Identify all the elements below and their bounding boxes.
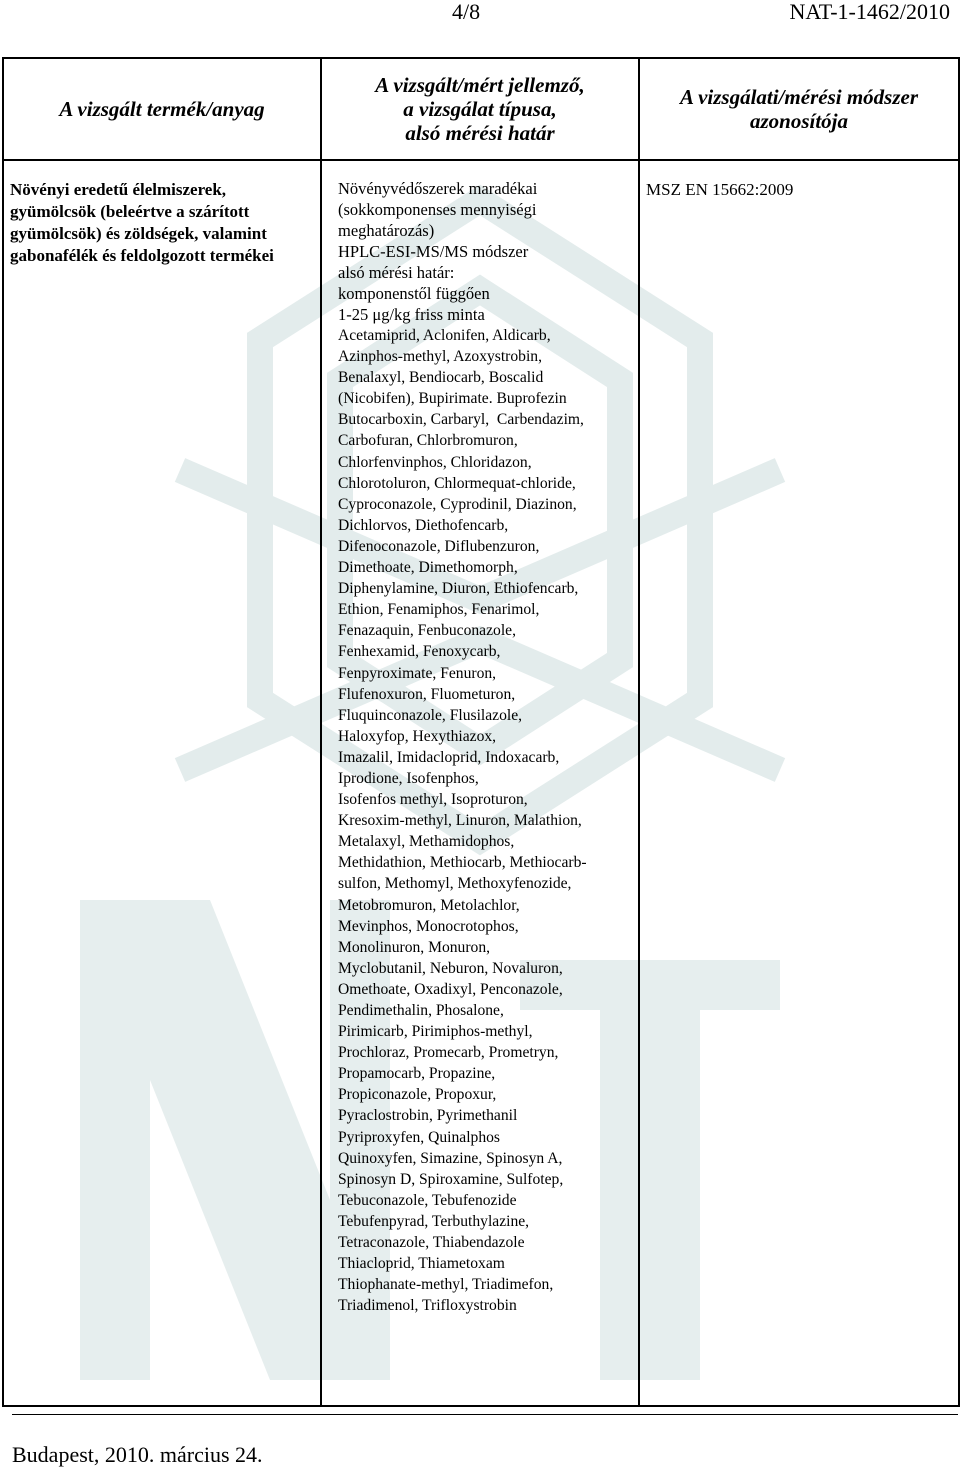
header-method-label: A vizsgálati/mérési módszer azonosítója: [679, 85, 918, 133]
pesticide-list-line: Propiconazole, Propoxur,: [338, 1086, 497, 1104]
method-cell: [639, 160, 959, 1406]
header-method: [639, 58, 959, 160]
pesticide-list-line: Metobromuron, Metolachlor,: [338, 896, 520, 914]
pesticide-list-line: Triadimenol, Trifloxystrobin: [338, 1297, 517, 1315]
product-text: Növényi eredetű élelmiszerek, gyümölcsök (beleértve a szárított gyümölcsök) és zöldségek, valamint gabonafélék és feldolgozott termékei: [10, 180, 274, 265]
pesticide-list-line: Haloxyfop, Hexythiazox,: [338, 727, 497, 745]
document-id: NAT-1-1462/2010: [789, 0, 950, 24]
pesticide-list-line: Monolinuron, Monuron,: [338, 938, 491, 956]
parameter-intro-line: meghatározás): [338, 221, 435, 240]
pesticide-list-line: Pendimethalin, Phosalone,: [338, 1002, 504, 1019]
pesticide-list-line: Omethoate, Oxadixyl, Penconazole,: [338, 980, 563, 998]
pesticide-list-line: Fluquinconazole, Flusilazole,: [338, 706, 523, 724]
pesticide-list-line: Fenpyroximate, Fenuron,: [338, 664, 497, 682]
pesticide-list-line: Tebuconazole, Tebufenozide: [338, 1191, 517, 1209]
pesticide-list-line: Cyproconazole, Cyprodinil, Diazinon,: [338, 495, 577, 513]
pesticide-list-line: Fenazaquin, Fenbuconazole,: [338, 622, 516, 640]
parameter-intro-line: Növényvédőszerek maradékai: [338, 179, 538, 198]
parameter-cell: [321, 160, 639, 1406]
parameter-intro-line: (sokkomponenses mennyiségi: [338, 200, 537, 219]
pesticide-list-line: (Nicobifen), Bupirimate. Buprofezin: [338, 390, 567, 408]
pesticide-list-line: Metalaxyl, Methamidophos,: [338, 833, 515, 851]
accreditation-table: [2, 57, 960, 1407]
pesticide-list-line: Flufenoxuron, Fluometuron,: [338, 685, 516, 703]
pesticide-list-line: Myclobutanil, Neburon, Novaluron,: [338, 959, 563, 977]
pesticide-list-line: Pyraclostrobin, Pyrimethanil: [338, 1107, 518, 1125]
pesticide-list-line: Chlorotoluron, Chlormequat-chloride,: [338, 474, 576, 492]
pesticide-list-line: Dichlorvos, Diethofencarb,: [338, 516, 509, 534]
pesticide-list-line: Imazalil, Imidacloprid, Indoxacarb,: [338, 748, 560, 766]
pesticide-list-line: Fenhexamid, Fenoxycarb,: [338, 643, 501, 661]
pesticide-list-line: Butocarboxin, Carbaryl, Carbendazim,: [338, 411, 584, 429]
pesticide-list-line: Mevinphos, Monocrotophos,: [338, 917, 519, 935]
pesticide-list-line: Thiacloprid, Thiametoxam: [338, 1255, 505, 1273]
pesticide-list-line: Diphenylamine, Diuron, Ethiofencarb,: [338, 580, 579, 598]
pesticide-list-line: Carbofuran, Chlorbromuron,: [338, 432, 518, 450]
method-id: MSZ EN 15662:2009: [646, 180, 794, 199]
page-number: 4/8: [452, 0, 481, 24]
pesticide-list: [338, 325, 632, 1316]
footer-divider: [12, 1414, 958, 1415]
pesticide-list-line: Methidathion, Methiocarb, Methiocarb-: [338, 854, 587, 872]
pesticide-list-line: Dimethoate, Dimethomorph,: [338, 559, 518, 577]
pesticide-list-line: Pyriproxyfen, Quinalphos: [338, 1128, 500, 1146]
pesticide-list-line: Isofenfos methyl, Isoproturon,: [338, 791, 528, 809]
pesticide-list-line: Thiophanate-methyl, Triadimefon,: [338, 1276, 554, 1294]
pesticide-list-line: Acetamiprid, Aclonifen, Aldicarb,: [338, 327, 551, 344]
footer-place-date: Budapest, 2010. március 24.: [12, 1442, 263, 1467]
pesticide-list-line: Pirimicarb, Pirimiphos-methyl,: [338, 1023, 533, 1041]
pesticide-list-line: Prochloraz, Promecarb, Prometryn,: [338, 1044, 559, 1062]
header-parameter-label: A vizsgált/mért jellemző, a vizsgálat típusa, alsó mérési határ: [375, 73, 585, 145]
parameter-intro: [338, 178, 632, 325]
parameter-intro-line: HPLC-ESI-MS/MS módszer: [338, 242, 529, 261]
product-cell: [3, 160, 321, 1406]
pesticide-list-line: Propamocarb, Propazine,: [338, 1065, 496, 1083]
header-product-label: A vizsgált termék/anyag: [59, 97, 265, 121]
table-row: [3, 160, 959, 1406]
pesticide-list-line: Tetraconazole, Thiabendazole: [338, 1234, 525, 1252]
parameter-intro-line: 1-25 μg/kg friss minta: [338, 305, 485, 324]
pesticide-list-line: Kresoxim-methyl, Linuron, Malathion,: [338, 812, 582, 830]
pesticide-list-line: Spinosyn D, Spiroxamine, Sulfotep,: [338, 1170, 564, 1188]
pesticide-list-line: Quinoxyfen, Simazine, Spinosyn A,: [338, 1149, 563, 1167]
pesticide-list-line: Tebufenpyrad, Terbuthylazine,: [338, 1212, 530, 1230]
pesticide-list-line: sulfon, Methomyl, Methoxyfenozide,: [338, 875, 572, 893]
pesticide-list-line: Difenoconazole, Diflubenzuron,: [338, 537, 540, 555]
pesticide-list-line: Benalaxyl, Bendiocarb, Boscalid: [338, 369, 544, 387]
pesticide-list-line: Azinphos-methyl, Azoxystrobin,: [338, 348, 542, 366]
header-parameter: [321, 58, 639, 160]
parameter-intro-line: alsó mérési határ:: [338, 263, 455, 282]
pesticide-list-line: Ethion, Fenamiphos, Fenarimol,: [338, 601, 540, 619]
header-product: [3, 58, 321, 160]
pesticide-list-line: Iprodione, Isofenphos,: [338, 769, 479, 787]
table-header-row: [3, 58, 959, 160]
pesticide-list-line: Chlorfenvinphos, Chloridazon,: [338, 453, 532, 471]
parameter-intro-line: komponenstől függően: [338, 284, 490, 303]
